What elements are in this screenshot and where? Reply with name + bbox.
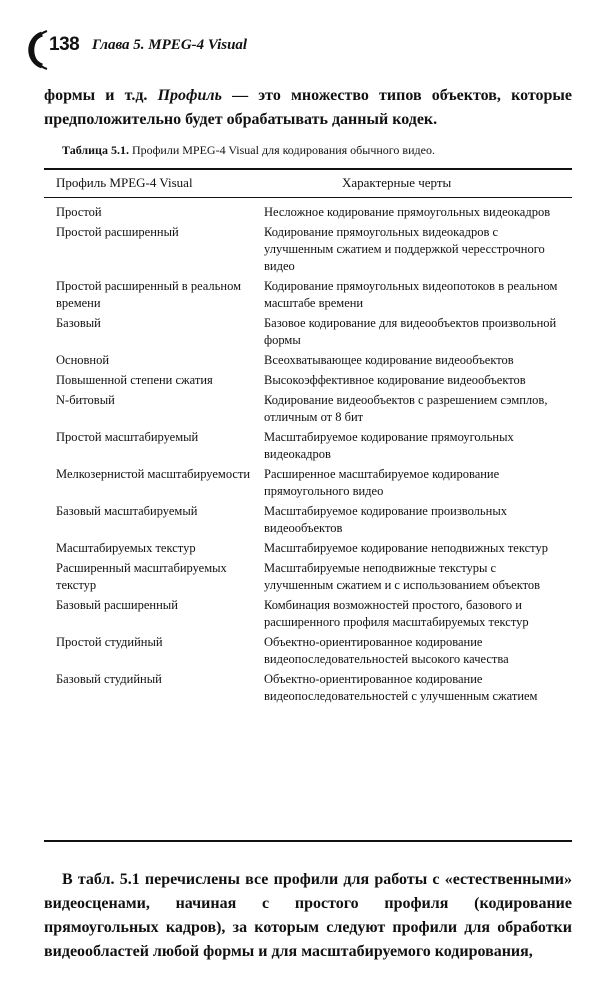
table-row	[44, 503, 572, 537]
caption-label: Таблица 5.1.	[62, 143, 129, 157]
profile-cell: Базовый масштабируемый	[56, 504, 198, 518]
profile-cell: Простой	[56, 205, 102, 219]
profile-cell: Простой расширенный	[56, 225, 179, 239]
features-cell: Несложное кодирование прямоугольных видеокадров	[264, 205, 551, 219]
profile-cell: Простой масштабируемый	[56, 430, 199, 444]
page-number: 138	[49, 34, 80, 55]
profile-cell: Расширенный масштабируемых текстур	[56, 561, 227, 592]
profile-cell: Простой студийный	[56, 635, 163, 649]
intro-text-after: — это множество типов объектов, которые предположительно будет обрабатывать данный кодек.	[44, 87, 573, 128]
table-row	[44, 372, 572, 389]
header-features: Характерные черты	[342, 175, 452, 190]
closing-paragraph	[44, 868, 572, 964]
header-profile: Профиль MPEG-4 Visual	[56, 175, 193, 190]
features-cell: Объектно-ориентированное кодирование видеопоследовательностей с улучшенным сжатием	[264, 672, 538, 703]
intro-paragraph	[44, 84, 572, 132]
profile-cell: Основной	[56, 353, 110, 367]
profile-cell: Мелкозернистой масштабируемости	[56, 467, 251, 481]
profile-cell: Базовый расширенный	[56, 598, 178, 612]
features-cell: Всеохватывающее кодирование видеообъектов	[264, 353, 514, 367]
table-row	[44, 466, 572, 500]
table-row	[44, 597, 572, 631]
table-row	[44, 315, 572, 349]
table-row	[44, 560, 572, 594]
profile-cell: Базовый	[56, 316, 101, 330]
profile-cell: Масштабируемых текстур	[56, 541, 196, 555]
features-cell: Кодирование прямоугольных видеопотоков в реальном масштабе времени	[264, 279, 558, 310]
profile-cell: Простой расширенный в реальном времени	[56, 279, 241, 310]
table-row	[44, 634, 572, 668]
features-cell: Масштабируемое кодирование произвольных видеообъектов	[264, 504, 507, 535]
table-row	[44, 204, 572, 221]
table-header	[44, 174, 572, 194]
caption-text: Профили MPEG-4 Visual для кодирования обычного видео.	[128, 143, 435, 157]
features-cell: Кодирование прямоугольных видеокадров с улучшенным сжатием и поддержкой чересстрочного видео	[264, 225, 545, 273]
table-row	[44, 392, 572, 426]
table-caption	[62, 142, 562, 158]
features-cell: Объектно-ориентированное кодирование видеопоследовательностей высокого качества	[264, 635, 509, 666]
table-row	[44, 671, 572, 705]
features-cell: Масштабируемое кодирование неподвижных текстур	[264, 541, 548, 555]
features-cell: Комбинация возможностей простого, базового и расширенного профиля масштабируемых текстур	[264, 598, 529, 629]
table-row	[44, 224, 572, 275]
table-header-rule	[44, 197, 572, 198]
table-bottom-rule	[44, 840, 572, 842]
intro-text-before: формы и т.д.	[44, 87, 158, 104]
profile-cell: Базовый студийный	[56, 672, 162, 686]
features-cell: Масштабируемое кодирование прямоугольных видеокадров	[264, 430, 514, 461]
table-row	[44, 278, 572, 312]
profile-cell: N-битовый	[56, 393, 115, 407]
features-cell: Базовое кодирование для видеообъектов произвольной формы	[264, 316, 557, 347]
table-row	[44, 352, 572, 369]
table-top-rule	[44, 168, 572, 170]
features-cell: Масштабируемые неподвижные текстуры с улучшенным сжатием и с использованием объектов	[264, 561, 541, 592]
table-row	[44, 429, 572, 463]
running-header	[14, 30, 574, 70]
closing-text: В табл. 5.1 перечислены все профили для работы с «естественными» видеосценами, начиная с простого профиля (кодирование прямоугольных кадров), за которым следуют профили для обработки видеообластей любой формы и для масштабируемого кодирования,	[44, 871, 572, 960]
features-cell: Высокоэффективное кодирование видеообъектов	[264, 373, 526, 387]
features-cell: Кодирование видеообъектов с разрешением сэмплов, отличным от 8 бит	[264, 393, 548, 424]
features-cell: Расширенное масштабируемое кодирование прямоугольного видео	[264, 467, 500, 498]
table-row	[44, 540, 572, 557]
intro-term: Профиль	[157, 87, 222, 104]
chapter-title: Глава 5. MPEG-4 Visual	[92, 37, 248, 53]
profile-cell: Повышенной степени сжатия	[56, 373, 213, 387]
table-body	[44, 204, 572, 708]
